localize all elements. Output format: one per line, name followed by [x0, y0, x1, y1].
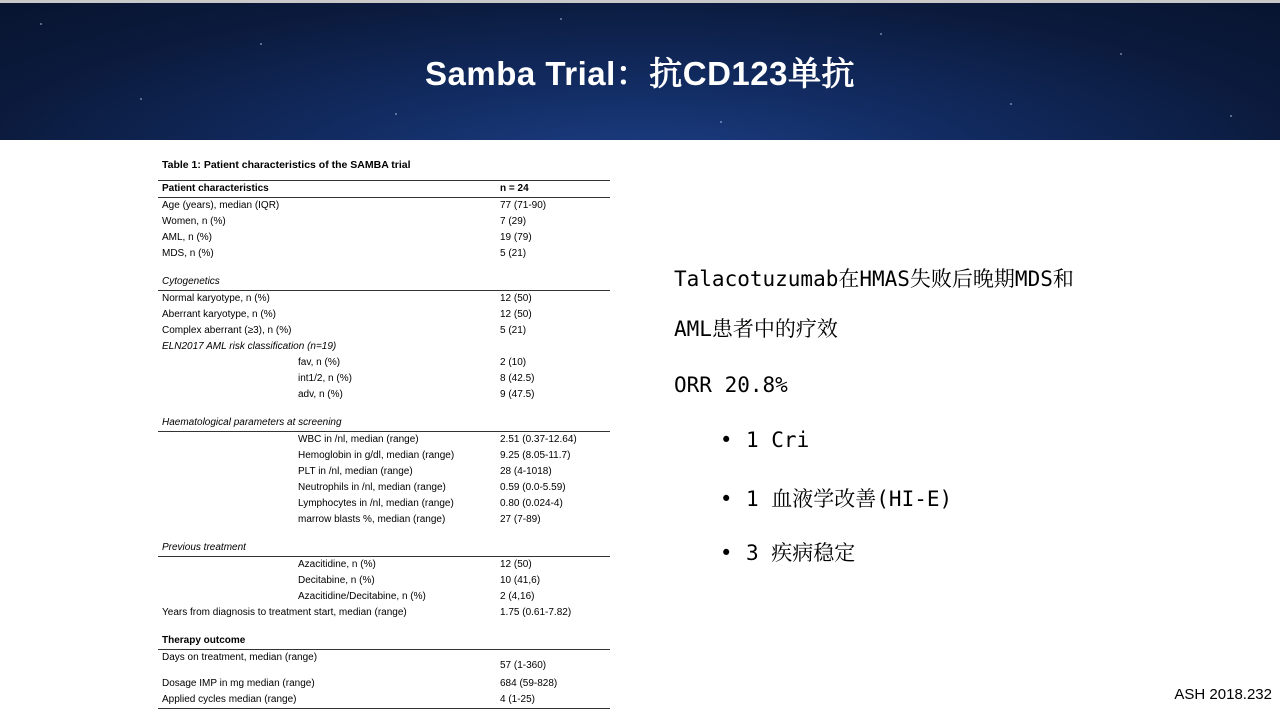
table-row: [158, 246, 610, 262]
table-row: [158, 692, 610, 709]
row-label: Azacitidine, n (%): [298, 559, 376, 570]
section-heading: [158, 415, 610, 432]
row-label: Dosage IMP in mg median (range): [162, 678, 315, 689]
row-value: 684 (59-828): [500, 678, 558, 689]
row-value: 2 (10): [500, 357, 527, 368]
table-row: [158, 291, 610, 307]
section-heading: [158, 274, 610, 291]
row-value: 9 (47.5): [500, 389, 535, 400]
section-heading: [158, 540, 610, 557]
row-label: ELN2017 AML risk classification (n=19): [162, 341, 337, 352]
table-row: [158, 557, 610, 573]
table-row: [158, 323, 610, 339]
section-gap: [158, 262, 610, 274]
row-label: int1/2, n (%): [298, 373, 352, 384]
row-value: 4 (1-25): [500, 694, 536, 705]
table-row: [158, 573, 610, 589]
row-label: Days on treatment, median (range): [162, 652, 318, 663]
row-value: 5 (21): [500, 248, 527, 259]
row-label: Aberrant karyotype, n (%): [162, 309, 276, 320]
table-row: [158, 355, 610, 371]
row-label: Decitabine, n (%): [298, 575, 375, 586]
row-value: 12 (50): [500, 559, 532, 570]
table-row: [158, 512, 610, 528]
bullet-text: 1 Cri: [746, 428, 810, 452]
table-row: [158, 432, 610, 448]
row-value: 77 (71-90): [500, 200, 547, 211]
row-label: WBC in /nl, median (range): [298, 434, 419, 445]
row-value: 1.75 (0.61-7.82): [500, 607, 572, 618]
table-row: [158, 448, 610, 464]
row-value: 10 (41,6): [500, 575, 541, 586]
row-label: Applied cycles median (range): [162, 694, 297, 705]
row-label: Age (years), median (IQR): [162, 200, 280, 211]
table-row: [158, 650, 610, 676]
section-heading-label: Cytogenetics: [162, 276, 220, 287]
table-row: [158, 339, 610, 355]
row-label: marrow blasts %, median (range): [298, 514, 446, 525]
row-label: Years from diagnosis to treatment start, median (range): [162, 607, 407, 618]
row-value: 19 (79): [500, 232, 532, 243]
row-label: Complex aberrant (≥3), n (%): [162, 325, 292, 336]
row-label: Azacitidine/Decitabine, n (%): [298, 591, 426, 602]
section-gap: [158, 403, 610, 415]
bullet-text: 1 血液学改善(HI-E): [746, 487, 953, 511]
row-value: 57 (1-360): [500, 660, 547, 671]
row-label: MDS, n (%): [162, 248, 214, 259]
table-row: [158, 480, 610, 496]
table-row: [158, 198, 610, 214]
table-row: [158, 589, 610, 605]
row-label: adv, n (%): [298, 389, 343, 400]
bullet-item: [720, 428, 809, 452]
table-row: [158, 605, 610, 621]
citation-footer: ASH 2018.232: [1174, 686, 1272, 703]
slide-title: Samba Trial：抗CD123单抗: [425, 55, 855, 92]
row-value: 12 (50): [500, 293, 532, 304]
bullet-dot: •: [720, 487, 733, 511]
row-value: 27 (7-89): [500, 514, 541, 525]
table-header-row: [158, 180, 610, 198]
row-value: 5 (21): [500, 325, 527, 336]
bullet-item: [720, 537, 855, 567]
row-value: 2.51 (0.37-12.64): [500, 434, 577, 445]
row-value: 2 (4,16): [500, 591, 535, 602]
summary-line-1: Talacotuzumab在HMAS失败后晚期MDS和: [674, 267, 1074, 291]
header-label: Patient characteristics: [162, 183, 269, 194]
orr-text: ORR 20.8%: [674, 373, 788, 397]
row-label: Hemoglobin in g/dl, median (range): [298, 450, 455, 461]
table-row: [158, 307, 610, 323]
bullet-dot: •: [720, 428, 733, 452]
section-heading-label: Haematological parameters at screening: [162, 417, 342, 428]
row-value: 8 (42.5): [500, 373, 535, 384]
row-label: fav, n (%): [298, 357, 341, 368]
section-gap: [158, 528, 610, 540]
therapy-heading: [158, 633, 610, 650]
table-row: [158, 464, 610, 480]
row-value: 12 (50): [500, 309, 532, 320]
row-value: 0.59 (0.0-5.59): [500, 482, 566, 493]
row-label: PLT in /nl, median (range): [298, 466, 413, 477]
row-label: Neutrophils in /nl, median (range): [298, 482, 446, 493]
row-value: 9.25 (8.05-11.7): [500, 450, 571, 461]
row-value: 7 (29): [500, 216, 527, 227]
table-row: [158, 496, 610, 512]
section-heading-label: Previous treatment: [162, 542, 246, 553]
table-row: [158, 214, 610, 230]
table-row: [158, 676, 610, 692]
row-label: Lymphocytes in /nl, median (range): [298, 498, 454, 509]
therapy-heading-label: Therapy outcome: [162, 635, 246, 646]
table-row: [158, 230, 610, 246]
bullet-item: [720, 483, 952, 513]
table-row: [158, 387, 610, 403]
bullet-text: 3 疾病稳定: [746, 541, 856, 565]
row-value: 0.80 (0.024-4): [500, 498, 563, 509]
header-value: n = 24: [500, 183, 529, 194]
row-label: AML, n (%): [162, 232, 213, 243]
summary-line-2: AML患者中的疗效: [674, 317, 838, 341]
table-row: [158, 371, 610, 387]
row-label: Normal karyotype, n (%): [162, 293, 270, 304]
bullet-dot: •: [720, 541, 733, 565]
row-value: 28 (4-1018): [500, 466, 552, 477]
patient-characteristics-table: [158, 180, 610, 709]
row-label: Women, n (%): [162, 216, 226, 227]
table-caption: Table 1: Patient characteristics of the SAMBA trial: [162, 159, 411, 171]
section-gap: [158, 621, 610, 633]
